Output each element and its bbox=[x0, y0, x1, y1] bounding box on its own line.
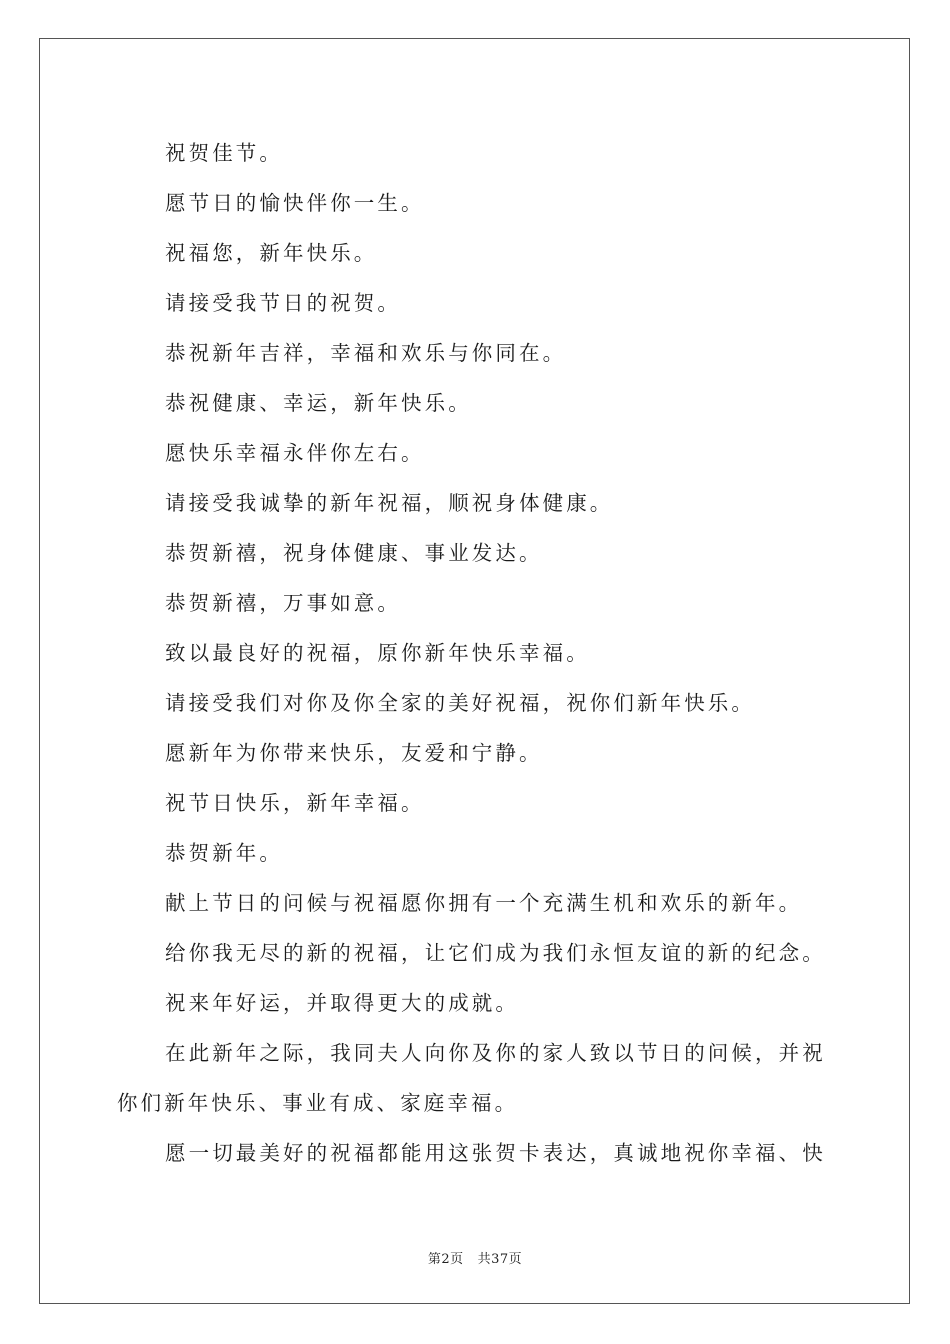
paragraph: 给你我无尽的新的祝福，让它们成为我们永恒友谊的新的纪念。 bbox=[165, 941, 826, 965]
paragraph: 献上节日的问候与祝福愿你拥有一个充满生机和欢乐的新年。 bbox=[165, 891, 803, 915]
document-body bbox=[117, 128, 837, 1178]
paragraph: 恭贺新年。 bbox=[165, 841, 283, 865]
paragraph: 祝福您，新年快乐。 bbox=[165, 241, 378, 265]
page-total: 共37页 bbox=[477, 1252, 523, 1267]
paragraph: 请接受我们对你及你全家的美好祝福，祝你们新年快乐。 bbox=[165, 691, 755, 715]
paragraph: 恭贺新禧，万事如意。 bbox=[165, 591, 401, 615]
page-number: 第2页 bbox=[427, 1252, 464, 1267]
paragraph: 恭贺新禧，祝身体健康、事业发达。 bbox=[165, 541, 543, 565]
paragraph: 祝来年好运，并取得更大的成就。 bbox=[165, 991, 519, 1015]
paragraph: 恭祝新年吉祥，幸福和欢乐与你同在。 bbox=[165, 341, 567, 365]
paragraph: 祝贺佳节。 bbox=[165, 141, 283, 165]
paragraph: 祝节日快乐，新年幸福。 bbox=[165, 791, 425, 815]
paragraph: 愿新年为你带来快乐，友爱和宁静。 bbox=[165, 741, 543, 765]
paragraph: 致以最良好的祝福，原你新年快乐幸福。 bbox=[165, 641, 590, 665]
paragraph: 请接受我诚挚的新年祝福，顺祝身体健康。 bbox=[165, 491, 614, 515]
page-footer bbox=[0, 1248, 950, 1267]
paragraph: 愿节日的愉快伴你一生。 bbox=[165, 191, 425, 215]
paragraph: 在此新年之际，我同夫人向你及你的家人致以节日的问候，并祝你们新年快乐、事业有成、家庭幸福。 bbox=[117, 1041, 826, 1115]
paragraph: 恭祝健康、幸运，新年快乐。 bbox=[165, 391, 472, 415]
paragraph: 愿一切最美好的祝福都能用这张贺卡表达，真诚地祝你幸福、快 bbox=[165, 1141, 826, 1165]
paragraph: 请接受我节日的祝贺。 bbox=[165, 291, 401, 315]
paragraph: 愿快乐幸福永伴你左右。 bbox=[165, 441, 425, 465]
